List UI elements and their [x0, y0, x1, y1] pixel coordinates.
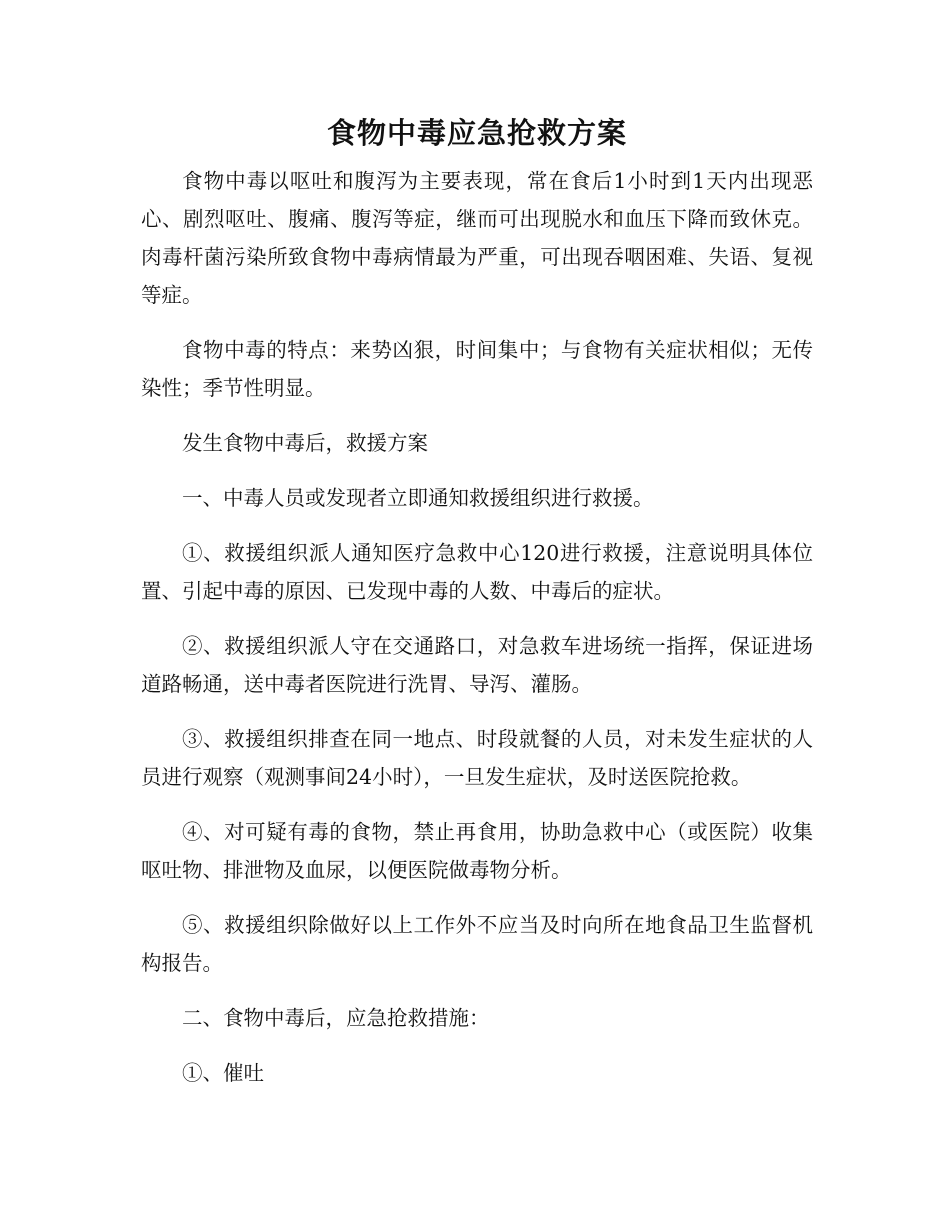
- paragraph-item-2: ②、救援组织派人守在交通路口，对急救车进场统一指挥，保证进场道路畅通，送中毒者医院进行洗胃、导泻、灌肠。: [141, 634, 813, 696]
- paragraph-intro: 食物中毒以呕吐和腹泻为主要表现，常在食后1小时到1天内出现恶心、剧烈呕吐、腹痛、腹泻等症，继而可出现脱水和血压下降而致休克。肉毒杆菌污染所致食物中毒病情最为严重，可出现吞咽困难、失语、复视等症。: [141, 169, 813, 307]
- paragraph-rescue-plan-heading: 发生食物中毒后，救援方案: [182, 431, 428, 455]
- paragraph-characteristics: 食物中毒的特点：来势凶狠，时间集中；与食物有关症状相似；无传染性；季节性明显。: [141, 338, 813, 400]
- document-title: 食物中毒应急抢救方案: [326, 116, 627, 150]
- paragraph-section-two: 二、食物中毒后，应急抢救措施：: [182, 1006, 490, 1030]
- paragraph-section-one: 一、中毒人员或发现者立即通知救援组织进行救援。: [182, 486, 654, 510]
- paragraph-item-1: ①、救援组织派人通知医疗急救中心120进行救援，注意说明具体位置、引起中毒的原因、已发现中毒的人数、中毒后的症状。: [141, 541, 813, 603]
- paragraph-induce-vomiting: ①、催吐: [182, 1061, 264, 1085]
- paragraph-item-5: ⑤、救援组织除做好以上工作外不应当及时向所在地食品卫生监督机构报告。: [141, 913, 813, 975]
- document-body: [141, 112, 813, 1109]
- paragraph-item-3: ③、救援组织排查在同一地点、时段就餐的人员，对未发生症状的人员进行观察（观测事间24小时），一旦发生症状，及时送医院抢救。: [141, 727, 813, 789]
- paragraph-item-4: ④、对可疑有毒的食物，禁止再食用，协助急救中心（或医院）收集呕吐物、排泄物及血尿，以便医院做毒物分析。: [141, 820, 813, 882]
